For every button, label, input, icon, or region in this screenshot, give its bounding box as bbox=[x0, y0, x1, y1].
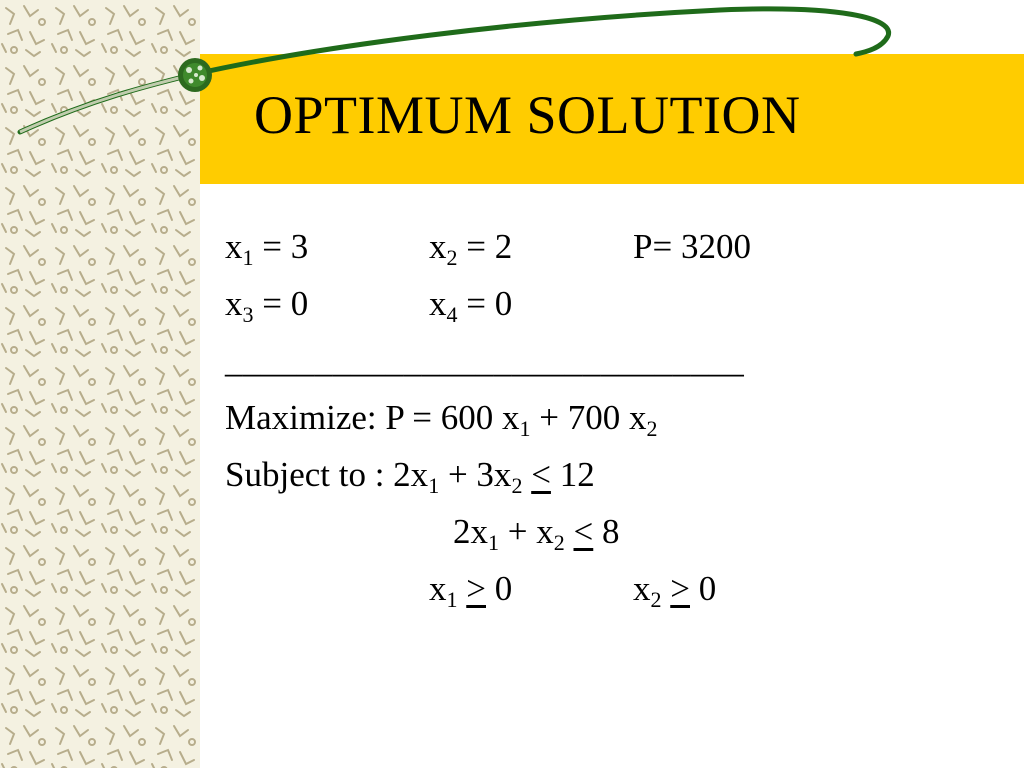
green-bead-icon bbox=[178, 58, 212, 92]
x2-value: $x_2 = 2$ bbox=[429, 227, 513, 270]
slide-body bbox=[225, 218, 751, 617]
separator-line: _____________________________ bbox=[225, 341, 745, 380]
x1-nonneg: $x_1 > 0$ bbox=[429, 569, 513, 612]
solution-row-2 bbox=[225, 275, 744, 332]
profit-value: P= 3200 bbox=[633, 227, 751, 266]
x1-value: $x_1 = 3$ bbox=[225, 227, 309, 270]
constraint-2: $2x_1 + x_2 < 8$ bbox=[453, 512, 620, 555]
constraint-1: Subject to : $2x_1 + 3x_2 < 12$ bbox=[225, 455, 595, 498]
slide-title: OPTIMUM SOLUTION bbox=[254, 85, 801, 145]
objective-function: Maximize: P = 600 $x_1 + 700$ $x_2$ bbox=[225, 398, 658, 441]
x4-value: $x_4 = 0$ bbox=[429, 284, 513, 327]
nonnegativity-constraints bbox=[225, 560, 744, 617]
x2-nonneg: $x_2 > 0$ bbox=[633, 569, 717, 612]
x3-value: $x_3 = 0$ bbox=[225, 284, 309, 327]
solution-row-1 bbox=[225, 218, 751, 275]
